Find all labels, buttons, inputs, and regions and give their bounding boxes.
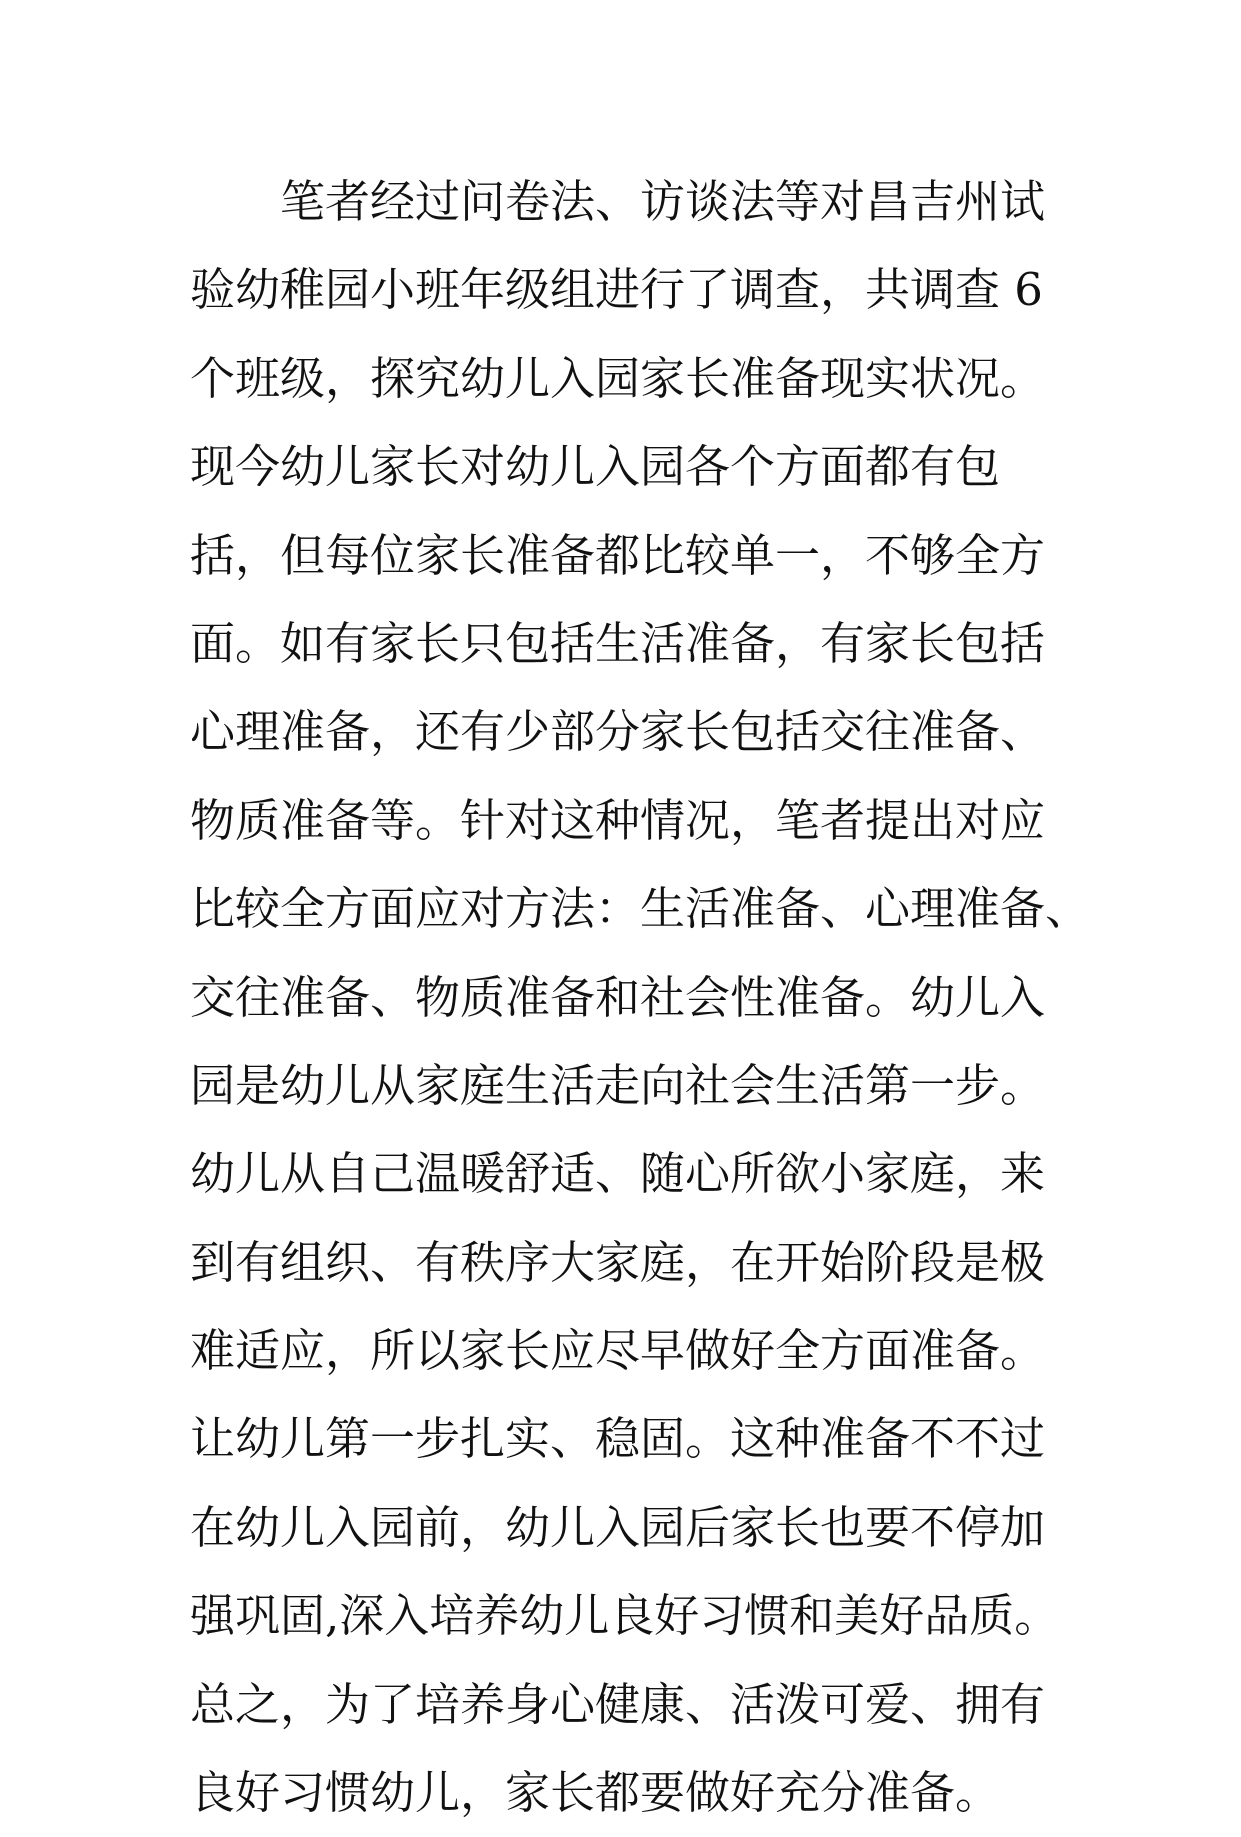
paragraph-line: 现今幼儿家长对幼儿入园各个方面都有包 bbox=[190, 440, 1001, 494]
paragraph-line: 总之，为了培养身心健康、活泼可爱、拥有 bbox=[190, 1677, 1046, 1731]
paragraph-line: 验幼稚园小班年级组进行了调查，共调查 6 bbox=[190, 263, 1043, 317]
paragraph-line: 括，但每位家长准备都比较单一，不够全方 bbox=[190, 528, 1046, 582]
paragraph-line: 面。如有家长只包括生活准备，有家长包括 bbox=[190, 616, 1046, 670]
paragraph-line: 交往准备、物质准备和社会性准备。幼儿入 bbox=[190, 970, 1046, 1024]
paragraph-line: 比较全方面应对方法：生活准备、心理准备、 bbox=[190, 882, 1091, 936]
paragraph-line: 幼儿从自己温暖舒适、随心所欲小家庭，来 bbox=[190, 1147, 1046, 1201]
paragraph-line: 到有组织、有秩序大家庭，在开始阶段是极 bbox=[190, 1235, 1046, 1289]
paragraph-line: 良好习惯幼儿，家长都要做好充分准备。 bbox=[190, 1766, 1001, 1820]
paragraph-line: 难适应，所以家长应尽早做好全方面准备。 bbox=[190, 1324, 1046, 1378]
paragraph-line: 让幼儿第一步扎实、稳固。这种准备不不过 bbox=[190, 1412, 1046, 1466]
paragraph-line: 强巩固,深入培养幼儿良好习惯和美好品质。 bbox=[190, 1589, 1060, 1643]
paragraph-line: 园是幼儿从家庭生活走向社会生活第一步。 bbox=[190, 1058, 1046, 1112]
paragraph-line: 物质准备等。针对这种情况，笔者提出对应 bbox=[190, 793, 1046, 847]
paragraph-line: 心理准备，还有少部分家长包括交往准备、 bbox=[190, 705, 1046, 759]
paragraph-line: 在幼儿入园前，幼儿入园后家长也要不停加 bbox=[190, 1500, 1046, 1554]
paragraph-line: 笔者经过问卷法、访谈法等对昌吉州试 bbox=[280, 175, 1046, 228]
body-paragraph bbox=[190, 158, 1090, 1837]
paragraph-line: 个班级，探究幼儿入园家长准备现实状况。 bbox=[190, 351, 1046, 405]
